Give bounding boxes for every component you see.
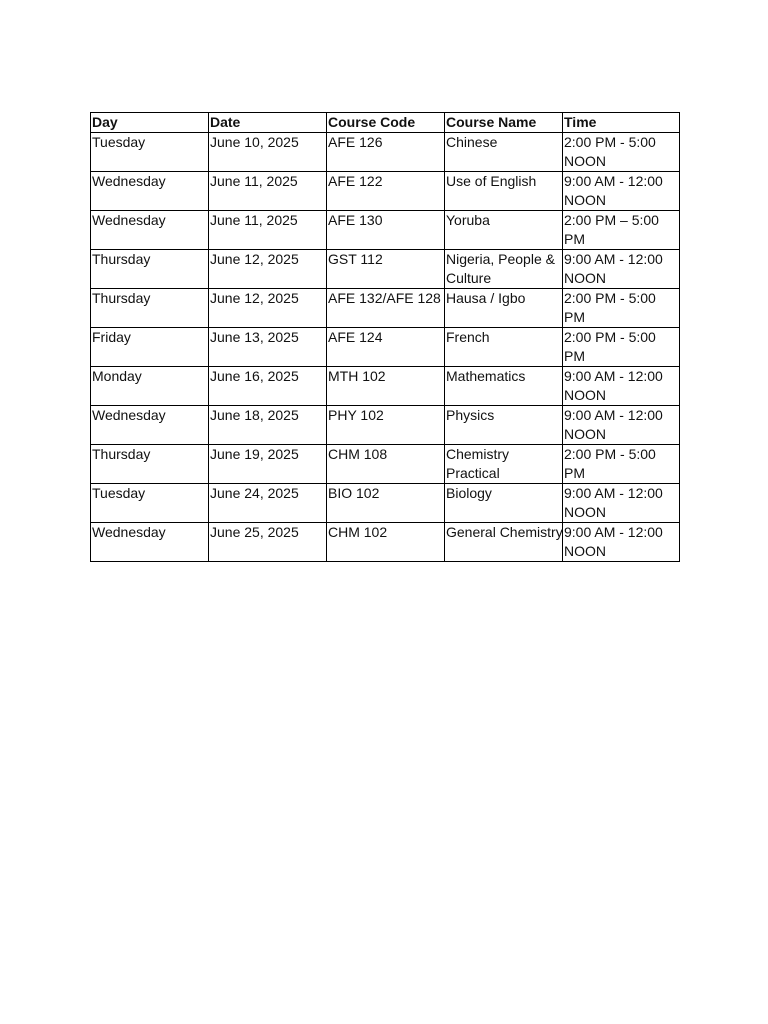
- day-cell: Thursday: [91, 445, 209, 484]
- table-row: [91, 523, 680, 562]
- table-row: [91, 211, 680, 250]
- date-cell: June 12, 2025: [209, 289, 327, 328]
- course-code-cell: AFE 122: [327, 172, 445, 211]
- time-cell: 2:00 PM - 5:00 NOON: [563, 133, 680, 172]
- course-code-cell: MTH 102: [327, 367, 445, 406]
- course-code-cell: AFE 124: [327, 328, 445, 367]
- course-code-cell: AFE 132/AFE 128: [327, 289, 445, 328]
- time-cell: 9:00 AM - 12:00 NOON: [563, 484, 680, 523]
- date-cell: June 25, 2025: [209, 523, 327, 562]
- header-course-code: Course Code: [327, 113, 445, 133]
- table-row: [91, 250, 680, 289]
- time-cell: 9:00 AM - 12:00 NOON: [563, 406, 680, 445]
- course-name-cell: Use of English: [445, 172, 563, 211]
- time-cell: 9:00 AM - 12:00 NOON: [563, 523, 680, 562]
- course-name-cell: General Chemistry: [445, 523, 563, 562]
- time-cell: 9:00 AM - 12:00 NOON: [563, 250, 680, 289]
- course-name-cell: Nigeria, People & Culture: [445, 250, 563, 289]
- course-name-cell: Mathematics: [445, 367, 563, 406]
- date-cell: June 16, 2025: [209, 367, 327, 406]
- day-cell: Wednesday: [91, 211, 209, 250]
- time-cell: 2:00 PM - 5:00 PM: [563, 289, 680, 328]
- course-code-cell: CHM 108: [327, 445, 445, 484]
- table-row: [91, 484, 680, 523]
- date-cell: June 24, 2025: [209, 484, 327, 523]
- course-code-cell: PHY 102: [327, 406, 445, 445]
- time-cell: 2:00 PM – 5:00 PM: [563, 211, 680, 250]
- day-cell: Thursday: [91, 289, 209, 328]
- day-cell: Monday: [91, 367, 209, 406]
- date-cell: June 19, 2025: [209, 445, 327, 484]
- time-cell: 2:00 PM - 5:00 PM: [563, 328, 680, 367]
- course-name-cell: Hausa / Igbo: [445, 289, 563, 328]
- date-cell: June 11, 2025: [209, 211, 327, 250]
- course-name-cell: Yoruba: [445, 211, 563, 250]
- table-row: [91, 328, 680, 367]
- table-row: [91, 367, 680, 406]
- date-cell: June 12, 2025: [209, 250, 327, 289]
- course-code-cell: AFE 130: [327, 211, 445, 250]
- header-course-name: Course Name: [445, 113, 563, 133]
- time-cell: 9:00 AM - 12:00 NOON: [563, 172, 680, 211]
- table-row: [91, 133, 680, 172]
- course-name-cell: Physics: [445, 406, 563, 445]
- course-code-cell: AFE 126: [327, 133, 445, 172]
- day-cell: Wednesday: [91, 523, 209, 562]
- course-name-cell: Chemistry Practical: [445, 445, 563, 484]
- exam-schedule-table: [90, 112, 680, 562]
- time-cell: 9:00 AM - 12:00 NOON: [563, 367, 680, 406]
- course-code-cell: BIO 102: [327, 484, 445, 523]
- course-name-cell: French: [445, 328, 563, 367]
- table-row: [91, 289, 680, 328]
- header-day: Day: [91, 113, 209, 133]
- day-cell: Friday: [91, 328, 209, 367]
- course-code-cell: GST 112: [327, 250, 445, 289]
- day-cell: Tuesday: [91, 484, 209, 523]
- table-row: [91, 445, 680, 484]
- time-cell: 2:00 PM - 5:00 PM: [563, 445, 680, 484]
- date-cell: June 18, 2025: [209, 406, 327, 445]
- date-cell: June 10, 2025: [209, 133, 327, 172]
- day-cell: Wednesday: [91, 172, 209, 211]
- table-row: [91, 172, 680, 211]
- date-cell: June 11, 2025: [209, 172, 327, 211]
- table-row: [91, 406, 680, 445]
- table-header-row: [91, 113, 680, 133]
- day-cell: Thursday: [91, 250, 209, 289]
- day-cell: Tuesday: [91, 133, 209, 172]
- course-code-cell: CHM 102: [327, 523, 445, 562]
- day-cell: Wednesday: [91, 406, 209, 445]
- header-date: Date: [209, 113, 327, 133]
- course-name-cell: Biology: [445, 484, 563, 523]
- course-name-cell: Chinese: [445, 133, 563, 172]
- date-cell: June 13, 2025: [209, 328, 327, 367]
- header-time: Time: [563, 113, 680, 133]
